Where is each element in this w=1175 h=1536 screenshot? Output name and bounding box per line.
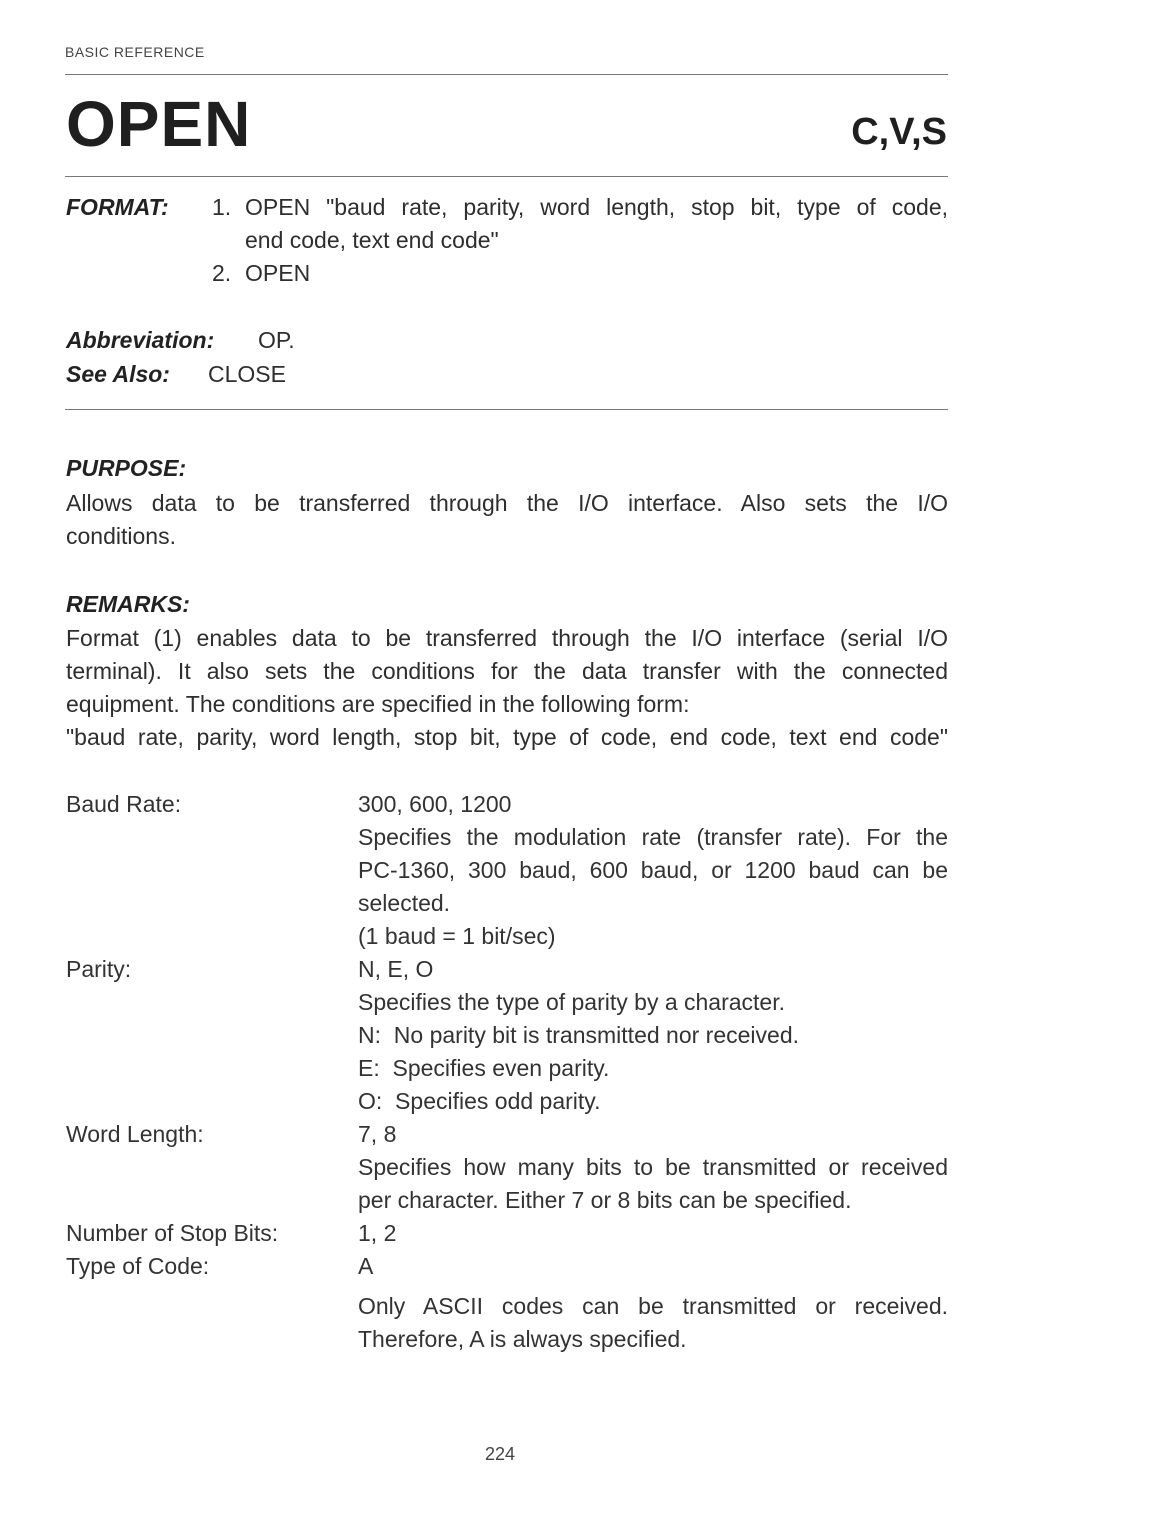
see-also-label: See Also: (66, 361, 170, 387)
purpose-heading: PURPOSE: (66, 455, 187, 481)
param-value-baud-rate: 300, 600, 1200 (358, 791, 512, 817)
param-desc: E: Specifies even parity. (358, 1055, 610, 1081)
param-desc: selected. (358, 890, 451, 916)
param-value-type-of-code: A (358, 1253, 374, 1279)
see-also-value: CLOSE (208, 361, 286, 387)
remarks-heading: REMARKS: (66, 591, 190, 617)
param-desc: Only ASCII codes can be transmitted or received. (358, 1293, 948, 1319)
param-value-stop-bits: 1, 2 (358, 1220, 397, 1246)
param-label-type-of-code: Type of Code: (66, 1253, 210, 1279)
param-desc: Therefore, A is always specified. (358, 1326, 687, 1352)
remarks-text: Format (1) enables data to be transferred through the I/O interface (serial I/O (66, 625, 948, 651)
param-label-parity: Parity: (66, 956, 132, 982)
header-rule (65, 74, 948, 75)
purpose-text: conditions. (66, 523, 176, 549)
purpose-text: Allows data to be transferred through the I/O interface. Also sets the I/O (66, 490, 948, 516)
format-item-number: 2. (212, 260, 232, 286)
remarks-format-string: "baud rate, parity, word length, stop bit, type of code, end code, text end code" (66, 724, 948, 750)
param-value-parity: N, E, O (358, 956, 434, 982)
param-desc: Specifies how many bits to be transmitted or received (358, 1154, 948, 1180)
param-value-word-length: 7, 8 (358, 1121, 397, 1147)
param-desc: Specifies the modulation rate (transfer rate). For the (358, 824, 948, 850)
param-desc: O: Specifies odd parity. (358, 1088, 601, 1114)
param-desc: Specifies the type of parity by a character. (358, 989, 786, 1015)
format-item-number: 1. (212, 194, 232, 220)
param-desc: per character. Either 7 or 8 bits can be specified. (358, 1187, 852, 1213)
param-label-stop-bits: Number of Stop Bits: (66, 1220, 279, 1246)
mode-indicator: C,V,S (851, 111, 947, 153)
remarks-text: terminal). It also sets the conditions for the data transfer with the connected (66, 658, 948, 684)
abbreviation-label: Abbreviation: (66, 327, 215, 353)
title-rule (65, 176, 948, 177)
param-label-baud-rate: Baud Rate: (66, 791, 182, 817)
page-title: OPEN (66, 88, 252, 160)
param-label-word-length: Word Length: (66, 1121, 204, 1147)
remarks-text: equipment. The conditions are specified in the following form: (66, 691, 690, 717)
separator-rule (65, 409, 948, 410)
format-label: FORMAT: (66, 194, 169, 220)
page-number: 224 (484, 1444, 516, 1464)
param-desc: PC-1360, 300 baud, 600 baud, or 1200 baud can be (358, 857, 948, 883)
param-desc: N: No parity bit is transmitted nor received. (358, 1022, 799, 1048)
format-item-line: end code, text end code" (245, 227, 499, 253)
abbreviation-value: OP. (258, 327, 295, 353)
format-item-line: OPEN (245, 260, 311, 286)
section-label: BASIC REFERENCE (65, 44, 205, 60)
param-desc: (1 baud = 1 bit/sec) (358, 923, 556, 949)
format-item-line: OPEN "baud rate, parity, word length, stop bit, type of code, (245, 194, 948, 220)
